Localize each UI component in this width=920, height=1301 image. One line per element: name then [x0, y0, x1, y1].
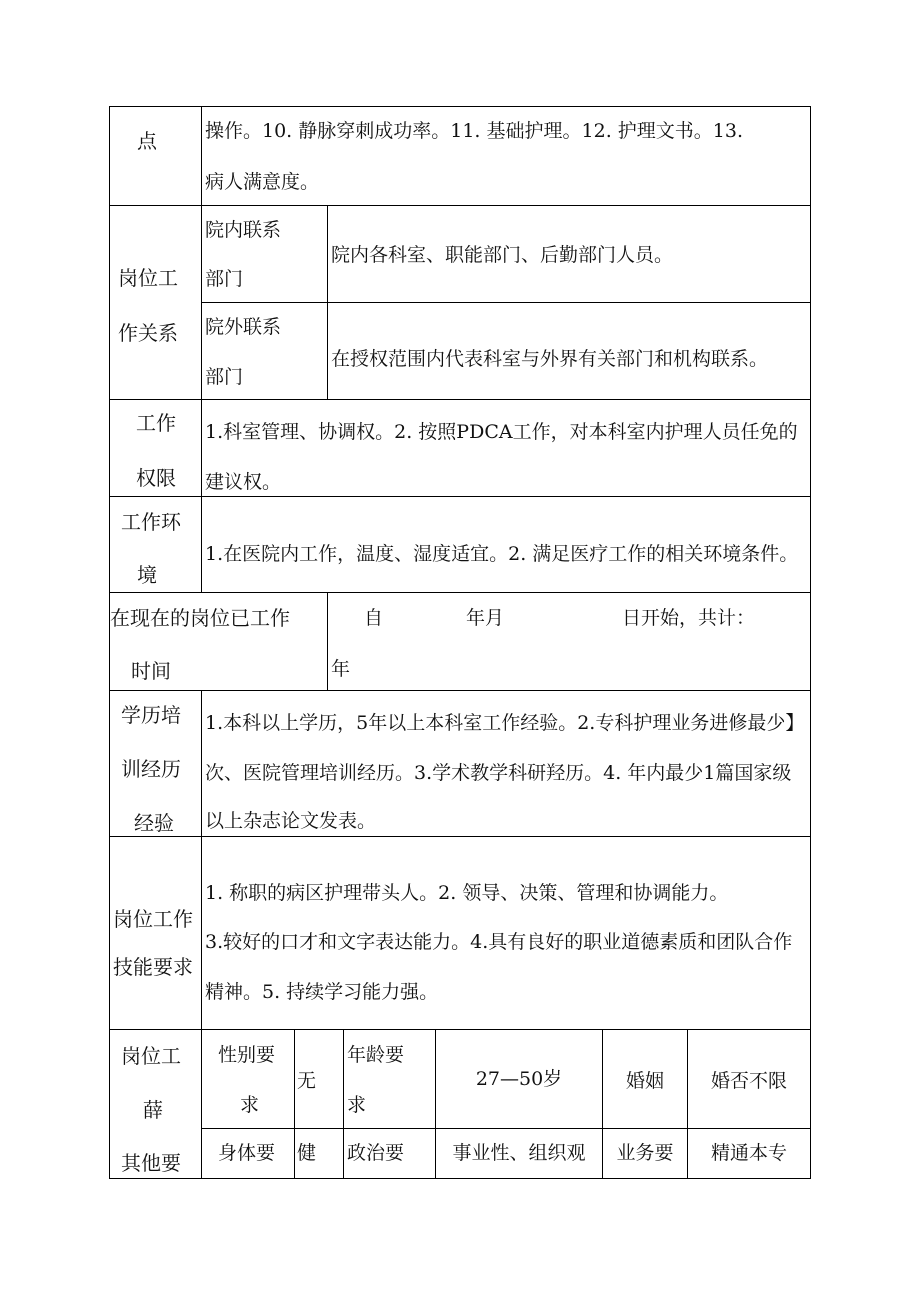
gender-label-line-2: 求	[240, 1094, 260, 1116]
grid-line	[109, 1178, 811, 1179]
external-text: 在授权范围内代表科室与外界有关部门和机构联系。	[331, 348, 769, 370]
grid-line	[109, 592, 811, 593]
points-text-line-2: 病人满意度。	[205, 171, 320, 193]
internal-label-line-2: 部门	[205, 268, 244, 290]
business-label: 业务要	[616, 1142, 674, 1164]
political-label: 政治要	[347, 1142, 405, 1164]
environment-label-line-1: 工作环	[121, 510, 181, 534]
business-value: 精通本专	[710, 1142, 787, 1164]
grid-line	[109, 690, 811, 691]
education-text-line-3: 以上杂志论文发表。	[205, 810, 377, 832]
gender-label-line-1: 性别要	[218, 1044, 276, 1066]
internal-text: 院内各科室、职能部门、后勤部门人员。	[331, 244, 674, 266]
health-label: 身体要	[218, 1142, 276, 1164]
tenure-years: 年	[331, 658, 351, 680]
authority-label-line-1: 工作	[136, 411, 176, 435]
age-value: 27—50岁	[475, 1068, 563, 1090]
marriage-label: 婚姻	[625, 1070, 664, 1092]
other-label-line-1: 岗位工	[121, 1044, 181, 1068]
education-text-line-2: 次、医院管理培训经历。3.学术教学科研羟历。4. 年内最少1篇国家级	[205, 762, 792, 784]
skills-label-line-2: 技能要求	[113, 955, 193, 979]
health-value: 健	[297, 1142, 317, 1164]
education-label-line-1: 学历培	[121, 703, 181, 727]
education-label-line-2: 训经历	[121, 757, 181, 781]
grid-line	[810, 106, 811, 1179]
authority-label-line-2: 权限	[136, 466, 176, 490]
points-text-line-1: 操作。10. 静脉穿刺成功率。11. 基础护理。12. 护理文书。13.	[205, 120, 743, 142]
grid-line	[109, 496, 811, 497]
education-text-line-1: 1.本科以上学历，5年以上本科室工作经验。2.专科护理业务进修最少】	[205, 712, 805, 734]
relations-label-line-1: 岗位工	[118, 266, 178, 290]
other-label-line-2: 薛	[143, 1098, 163, 1122]
grid-line	[201, 690, 202, 1179]
marriage-value: 婚否不限	[710, 1070, 787, 1092]
environment-text: 1.在医院内工作，温度、湿度适宜。2. 满足医疗工作的相关环境条件。	[205, 543, 799, 565]
tenure-day-total: 日开始，共计：	[622, 607, 756, 629]
environment-label-line-2: 境	[137, 563, 157, 587]
other-label-line-3: 其他要	[121, 1151, 181, 1175]
grid-line	[294, 1029, 295, 1179]
internal-label-line-1: 院内联系	[205, 219, 282, 241]
grid-line	[109, 1029, 811, 1030]
political-value: 事业性、组织观	[452, 1142, 586, 1164]
grid-line	[201, 302, 811, 303]
grid-line	[109, 205, 811, 206]
skills-text-line-1: 1. 称职的病区护理带头人。2. 领导、决策、管理和协调能力。	[205, 882, 729, 904]
tenure-label-line-1: 在现在的岗位已工作	[110, 606, 290, 630]
grid-line	[109, 106, 811, 107]
skills-text-line-3: 精神。5. 持续学习能力强。	[205, 981, 439, 1003]
grid-line	[109, 399, 811, 400]
tenure-year-month: 年月	[466, 607, 505, 629]
grid-line	[201, 1128, 811, 1129]
grid-line	[201, 106, 202, 592]
skills-text-line-2: 3.较好的口才和文字表达能力。4.具有良好的职业道德素质和团队合作	[205, 931, 793, 953]
relations-label-line-2: 作关系	[118, 321, 178, 345]
tenure-label-line-2: 时间	[131, 659, 171, 683]
authority-text-line-2: 建议权。	[205, 471, 282, 493]
external-label-line-1: 院外联系	[205, 316, 282, 338]
skills-label-line-1: 岗位工作	[113, 907, 193, 931]
grid-line	[343, 1029, 344, 1179]
grid-line	[327, 592, 328, 690]
age-label-line-1: 年龄要	[347, 1044, 405, 1066]
grid-line	[109, 836, 811, 837]
tenure-from: 自	[364, 607, 384, 629]
external-label-line-2: 部门	[205, 366, 244, 388]
grid-line	[109, 106, 110, 1179]
grid-line	[327, 205, 328, 399]
authority-text-line-1: 1.科室管理、协调权。2. 按照PDCA工作，对本科室内护理人员任免的	[205, 421, 798, 443]
gender-value: 无	[297, 1070, 317, 1092]
education-label-line-3: 经验	[134, 811, 174, 835]
age-label-line-2: 求	[347, 1094, 367, 1116]
row-label-points: 点	[137, 129, 157, 153]
